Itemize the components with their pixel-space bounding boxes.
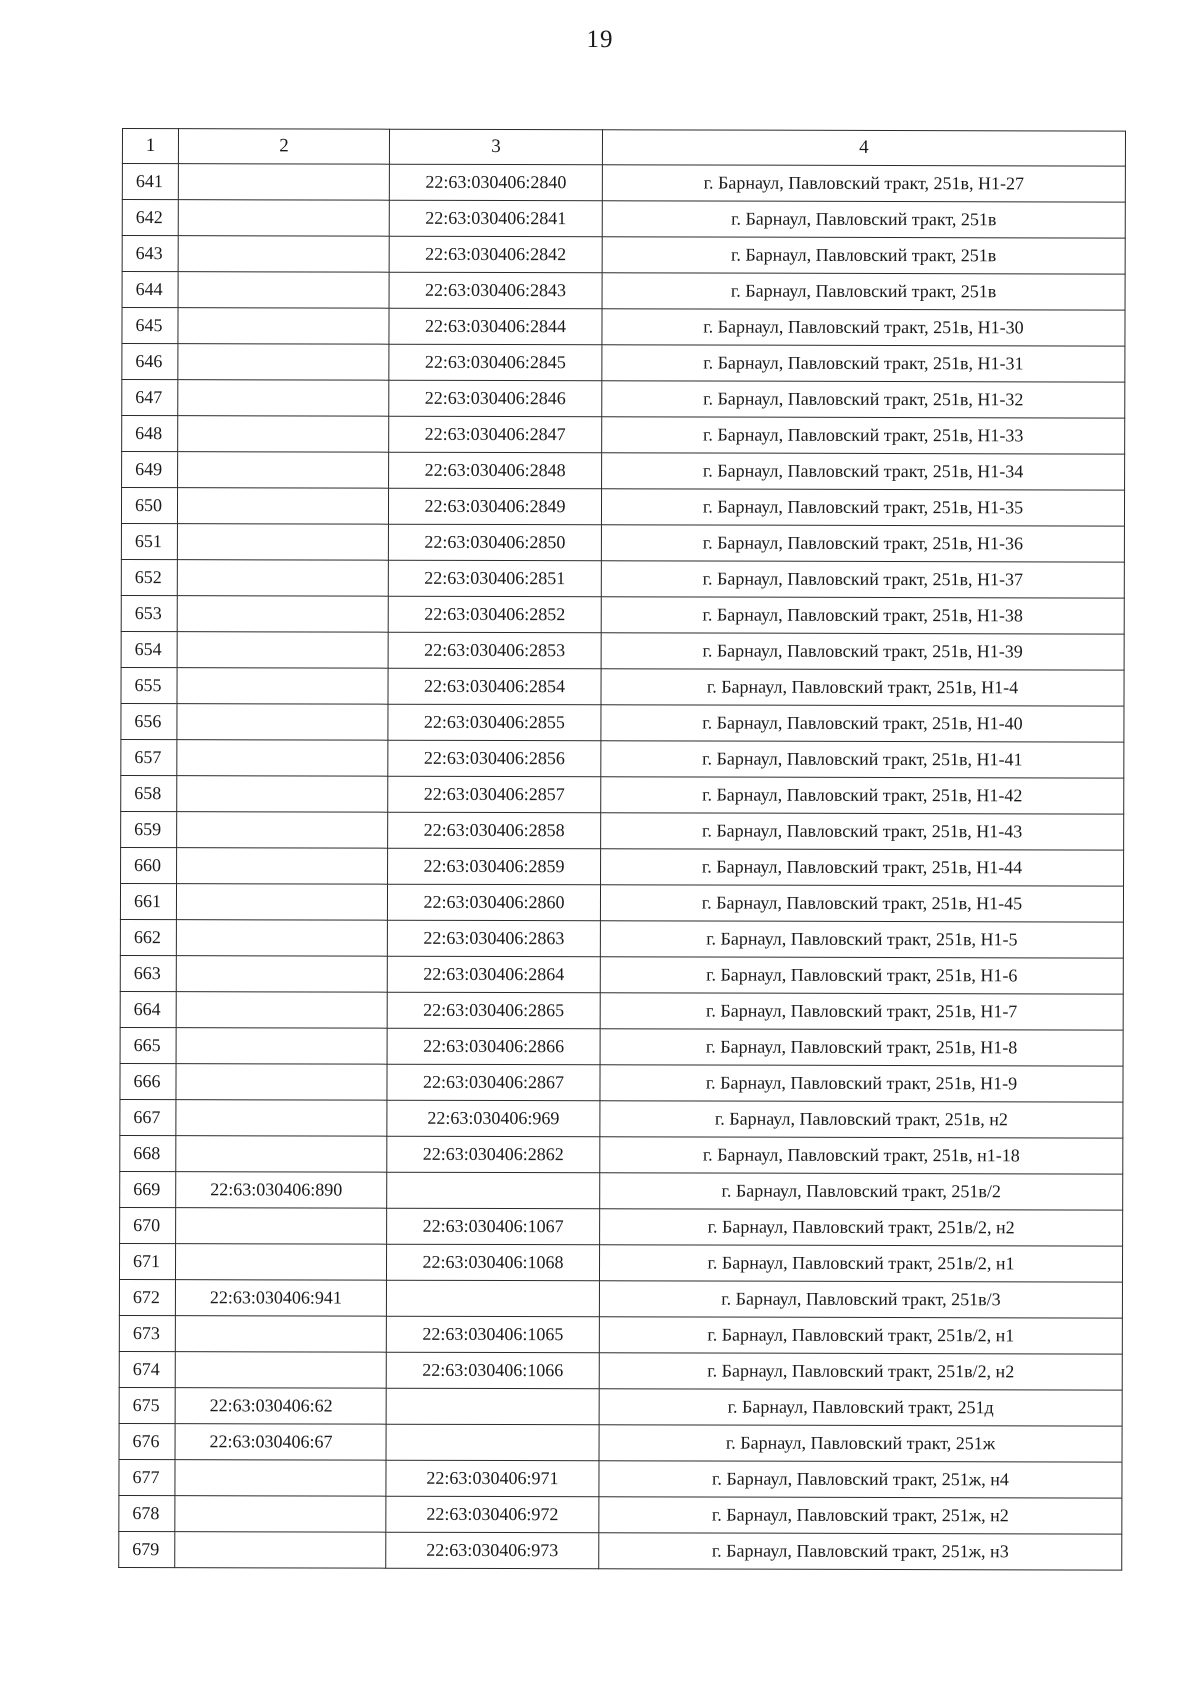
- parcel-number-cell: [178, 452, 389, 489]
- table-row: [119, 1243, 1122, 1282]
- table-header: [122, 129, 1125, 167]
- row-number-cell: 646: [122, 344, 178, 380]
- building-number-cell: 22:63:030406:1065: [386, 1316, 599, 1353]
- row-number-cell: 654: [121, 631, 177, 667]
- address-cell: г. Барнаул, Павловский тракт, 251в, Н1-7: [600, 993, 1123, 1030]
- table-row: [120, 1207, 1123, 1246]
- row-number-cell: 663: [120, 955, 176, 991]
- parcel-number-cell: [176, 1208, 387, 1245]
- address-cell: г. Барнаул, Павловский тракт, 251в: [602, 273, 1125, 310]
- table-row: [122, 236, 1125, 275]
- building-number-cell: [386, 1388, 599, 1425]
- building-number-cell: 22:63:030406:2849: [388, 488, 601, 525]
- building-number-cell: 22:63:030406:2858: [388, 812, 601, 849]
- building-number-cell: 22:63:030406:2865: [387, 992, 600, 1029]
- table-row: [121, 523, 1124, 562]
- parcel-number-cell: [177, 812, 388, 849]
- row-number-cell: 649: [122, 452, 178, 488]
- table-body: [119, 164, 1126, 1571]
- parcel-number-cell: [178, 236, 389, 273]
- parcel-number-cell: [176, 992, 387, 1029]
- address-cell: г. Барнаул, Павловский тракт, 251в/2: [600, 1173, 1123, 1210]
- building-number-cell: 22:63:030406:2856: [388, 740, 601, 777]
- parcel-number-cell: 22:63:030406:890: [176, 1172, 387, 1209]
- row-number-cell: 656: [121, 703, 177, 739]
- row-number-cell: 669: [120, 1171, 176, 1207]
- address-cell: г. Барнаул, Павловский тракт, 251в, Н1-35: [601, 489, 1124, 526]
- table-row: [120, 991, 1123, 1030]
- table-row: [119, 1459, 1122, 1498]
- address-cell: г. Барнаул, Павловский тракт, 251в/2, н1: [599, 1245, 1122, 1282]
- address-cell: г. Барнаул, Павловский тракт, 251в, Н1-42: [601, 777, 1124, 814]
- cadastral-table: [118, 128, 1126, 1571]
- row-number-cell: 660: [121, 847, 177, 883]
- table-row: [121, 775, 1124, 814]
- address-cell: г. Барнаул, Павловский тракт, 251в, Н1-8: [600, 1029, 1123, 1066]
- building-number-cell: 22:63:030406:2860: [387, 884, 600, 921]
- table-row: [119, 1531, 1122, 1570]
- row-number-cell: 641: [122, 164, 178, 200]
- parcel-number-cell: [176, 956, 387, 993]
- table-row: [122, 344, 1125, 383]
- row-number-cell: 650: [121, 488, 177, 524]
- parcel-number-cell: [175, 1532, 386, 1569]
- building-number-cell: [386, 1424, 599, 1461]
- header-cell-1: 1: [122, 129, 178, 164]
- table-row: [121, 559, 1124, 598]
- address-cell: г. Барнаул, Павловский тракт, 251д: [599, 1389, 1122, 1426]
- address-cell: г. Барнаул, Павловский тракт, 251в, Н1-44: [601, 849, 1124, 886]
- building-number-cell: 22:63:030406:2864: [387, 956, 600, 993]
- address-cell: г. Барнаул, Павловский тракт, 251в, Н1-45: [600, 885, 1123, 922]
- row-number-cell: 644: [122, 272, 178, 308]
- building-number-cell: 22:63:030406:2848: [389, 452, 602, 489]
- row-number-cell: 667: [120, 1099, 176, 1135]
- building-number-cell: 22:63:030406:2866: [387, 1028, 600, 1065]
- building-number-cell: 22:63:030406:2843: [389, 272, 602, 309]
- building-number-cell: 22:63:030406:2863: [387, 920, 600, 957]
- parcel-number-cell: [178, 416, 389, 453]
- table-row: [121, 703, 1124, 742]
- parcel-number-cell: [175, 1244, 386, 1281]
- row-number-cell: 677: [119, 1459, 175, 1495]
- header-cell-3: 3: [389, 129, 602, 165]
- row-number-cell: 645: [122, 308, 178, 344]
- parcel-number-cell: [178, 380, 389, 417]
- address-cell: г. Барнаул, Павловский тракт, 251в/2, н2: [600, 1209, 1123, 1246]
- building-number-cell: 22:63:030406:2844: [389, 308, 602, 345]
- parcel-number-cell: [175, 1460, 386, 1497]
- row-number-cell: 651: [121, 523, 177, 559]
- row-number-cell: 653: [121, 595, 177, 631]
- building-number-cell: 22:63:030406:2859: [388, 848, 601, 885]
- table-row: [121, 811, 1124, 850]
- address-cell: г. Барнаул, Павловский тракт, 251в, Н1-38: [601, 597, 1124, 634]
- building-number-cell: 22:63:030406:1068: [386, 1244, 599, 1281]
- row-number-cell: 659: [121, 811, 177, 847]
- row-number-cell: 665: [120, 1027, 176, 1063]
- parcel-number-cell: [177, 704, 388, 741]
- row-number-cell: 673: [119, 1315, 175, 1351]
- row-number-cell: 675: [119, 1387, 175, 1423]
- address-cell: г. Барнаул, Павловский тракт, 251в, Н1-36: [601, 525, 1124, 562]
- building-number-cell: 22:63:030406:2841: [389, 200, 602, 237]
- parcel-number-cell: [176, 1136, 387, 1173]
- address-cell: г. Барнаул, Павловский тракт, 251в/2, н1: [599, 1317, 1122, 1354]
- parcel-number-cell: [176, 1100, 387, 1137]
- parcel-number-cell: [176, 1028, 387, 1065]
- parcel-number-cell: [178, 164, 389, 201]
- table-row: [122, 200, 1125, 239]
- page-number: 19: [586, 26, 614, 53]
- building-number-cell: 22:63:030406:2867: [387, 1064, 600, 1101]
- table-row: [120, 1135, 1123, 1174]
- building-number-cell: 22:63:030406:2845: [389, 344, 602, 381]
- parcel-number-cell: [177, 848, 388, 885]
- table-row: [121, 667, 1124, 706]
- address-cell: г. Барнаул, Павловский тракт, 251в, Н1-30: [602, 309, 1125, 346]
- table-row: [120, 1027, 1123, 1066]
- row-number-cell: 662: [120, 919, 176, 955]
- address-cell: г. Барнаул, Павловский тракт, 251в/3: [599, 1281, 1122, 1318]
- table-row: [120, 883, 1123, 922]
- building-number-cell: 22:63:030406:2853: [388, 632, 601, 669]
- table-row: [121, 847, 1124, 886]
- parcel-number-cell: [177, 560, 388, 597]
- row-number-cell: 642: [122, 200, 178, 236]
- address-cell: г. Барнаул, Павловский тракт, 251в, Н1-33: [602, 417, 1125, 454]
- table-row: [120, 955, 1123, 994]
- building-number-cell: 22:63:030406:2846: [389, 380, 602, 417]
- building-number-cell: 22:63:030406:2842: [389, 236, 602, 273]
- parcel-number-cell: [175, 1316, 386, 1353]
- header-row: [122, 129, 1125, 167]
- table-row: [119, 1315, 1122, 1354]
- parcel-number-cell: [176, 1064, 387, 1101]
- parcel-number-cell: [175, 1352, 386, 1389]
- table-row: [121, 739, 1124, 778]
- building-number-cell: 22:63:030406:971: [386, 1460, 599, 1497]
- building-number-cell: 22:63:030406:2851: [388, 560, 601, 597]
- parcel-number-cell: [177, 488, 388, 525]
- table-row: [120, 919, 1123, 958]
- address-cell: г. Барнаул, Павловский тракт, 251в, Н1-39: [601, 633, 1124, 670]
- table-row: [122, 380, 1125, 419]
- table-row: [122, 452, 1125, 491]
- table-row: [120, 1099, 1123, 1138]
- building-number-cell: 22:63:030406:2855: [388, 704, 601, 741]
- address-cell: г. Барнаул, Павловский тракт, 251в, Н1-9: [600, 1065, 1123, 1102]
- building-number-cell: 22:63:030406:973: [386, 1532, 599, 1569]
- parcel-number-cell: [178, 308, 389, 345]
- row-number-cell: 670: [120, 1207, 176, 1243]
- parcel-number-cell: 22:63:030406:941: [175, 1280, 386, 1317]
- row-number-cell: 652: [121, 559, 177, 595]
- row-number-cell: 657: [121, 739, 177, 775]
- parcel-number-cell: [176, 884, 387, 921]
- row-number-cell: 643: [122, 236, 178, 272]
- table-row: [119, 1495, 1122, 1534]
- table-row: [121, 631, 1124, 670]
- building-number-cell: 22:63:030406:1067: [387, 1208, 600, 1245]
- row-number-cell: 676: [119, 1423, 175, 1459]
- address-cell: г. Барнаул, Павловский тракт, 251в: [602, 201, 1125, 238]
- row-number-cell: 664: [120, 991, 176, 1027]
- parcel-number-cell: [177, 524, 388, 561]
- building-number-cell: 22:63:030406:2862: [387, 1136, 600, 1173]
- row-number-cell: 661: [120, 883, 176, 919]
- parcel-number-cell: [177, 632, 388, 669]
- building-number-cell: 22:63:030406:2847: [389, 416, 602, 453]
- building-number-cell: 22:63:030406:2854: [388, 668, 601, 705]
- parcel-number-cell: [178, 200, 389, 237]
- row-number-cell: 678: [119, 1495, 175, 1531]
- parcel-number-cell: [178, 344, 389, 381]
- address-cell: г. Барнаул, Павловский тракт, 251в, Н1-31: [602, 345, 1125, 382]
- address-cell: г. Барнаул, Павловский тракт, 251в, Н1-37: [601, 561, 1124, 598]
- parcel-number-cell: [175, 1496, 386, 1533]
- address-cell: г. Барнаул, Павловский тракт, 251в, Н1-27: [602, 165, 1125, 202]
- parcel-number-cell: [177, 740, 388, 777]
- parcel-number-cell: [176, 920, 387, 957]
- address-cell: г. Барнаул, Павловский тракт, 251в, Н1-34: [602, 453, 1125, 490]
- building-number-cell: 22:63:030406:2840: [389, 164, 602, 201]
- address-cell: г. Барнаул, Павловский тракт, 251в, Н1-40: [601, 705, 1124, 742]
- row-number-cell: 647: [122, 380, 178, 416]
- table-row: [122, 308, 1125, 347]
- address-cell: г. Барнаул, Павловский тракт, 251в/2, н2: [599, 1353, 1122, 1390]
- table-row: [121, 595, 1124, 634]
- row-number-cell: 655: [121, 667, 177, 703]
- table-row: [120, 1063, 1123, 1102]
- address-cell: г. Барнаул, Павловский тракт, 251в, Н1-4: [601, 669, 1124, 706]
- building-number-cell: 22:63:030406:2857: [388, 776, 601, 813]
- row-number-cell: 672: [119, 1279, 175, 1315]
- parcel-number-cell: [177, 596, 388, 633]
- building-number-cell: 22:63:030406:972: [386, 1496, 599, 1533]
- address-cell: г. Барнаул, Павловский тракт, 251ж, н4: [599, 1461, 1122, 1498]
- table-row: [119, 1351, 1122, 1390]
- row-number-cell: 658: [121, 775, 177, 811]
- row-number-cell: 671: [119, 1243, 175, 1279]
- building-number-cell: 22:63:030406:2852: [388, 596, 601, 633]
- header-cell-4: 4: [602, 130, 1125, 166]
- table-row: [119, 1279, 1122, 1318]
- address-cell: г. Барнаул, Павловский тракт, 251ж: [599, 1425, 1122, 1462]
- address-cell: г. Барнаул, Павловский тракт, 251в, Н1-43: [601, 813, 1124, 850]
- address-cell: г. Барнаул, Павловский тракт, 251в, н1-18: [600, 1137, 1123, 1174]
- building-number-cell: 22:63:030406:969: [387, 1100, 600, 1137]
- row-number-cell: 679: [119, 1531, 175, 1567]
- building-number-cell: [386, 1280, 599, 1317]
- address-cell: г. Барнаул, Павловский тракт, 251в, н2: [600, 1101, 1123, 1138]
- address-cell: г. Барнаул, Павловский тракт, 251в: [602, 237, 1125, 274]
- building-number-cell: 22:63:030406:1066: [386, 1352, 599, 1389]
- table-row: [119, 1423, 1122, 1462]
- address-cell: г. Барнаул, Павловский тракт, 251ж, н2: [599, 1497, 1122, 1534]
- building-number-cell: 22:63:030406:2850: [388, 524, 601, 561]
- row-number-cell: 648: [122, 416, 178, 452]
- table-row: [122, 416, 1125, 455]
- header-cell-2: 2: [178, 129, 389, 165]
- row-number-cell: 666: [120, 1063, 176, 1099]
- parcel-number-cell: [178, 272, 389, 309]
- address-cell: г. Барнаул, Павловский тракт, 251в, Н1-32: [602, 381, 1125, 418]
- building-number-cell: [387, 1172, 600, 1209]
- parcel-number-cell: [177, 776, 388, 813]
- table-row: [119, 1387, 1122, 1426]
- parcel-number-cell: 22:63:030406:67: [175, 1424, 386, 1461]
- parcel-number-cell: [177, 668, 388, 705]
- parcel-number-cell: 22:63:030406:62: [175, 1388, 386, 1425]
- row-number-cell: 668: [120, 1135, 176, 1171]
- table-row: [122, 272, 1125, 311]
- table-row: [120, 1171, 1123, 1210]
- address-cell: г. Барнаул, Павловский тракт, 251в, Н1-6: [600, 957, 1123, 994]
- address-cell: г. Барнаул, Павловский тракт, 251в, Н1-5: [600, 921, 1123, 958]
- row-number-cell: 674: [119, 1351, 175, 1387]
- address-cell: г. Барнаул, Павловский тракт, 251в, Н1-41: [601, 741, 1124, 778]
- table-row: [121, 488, 1124, 527]
- address-cell: г. Барнаул, Павловский тракт, 251ж, н3: [599, 1533, 1122, 1570]
- table-row: [122, 164, 1125, 203]
